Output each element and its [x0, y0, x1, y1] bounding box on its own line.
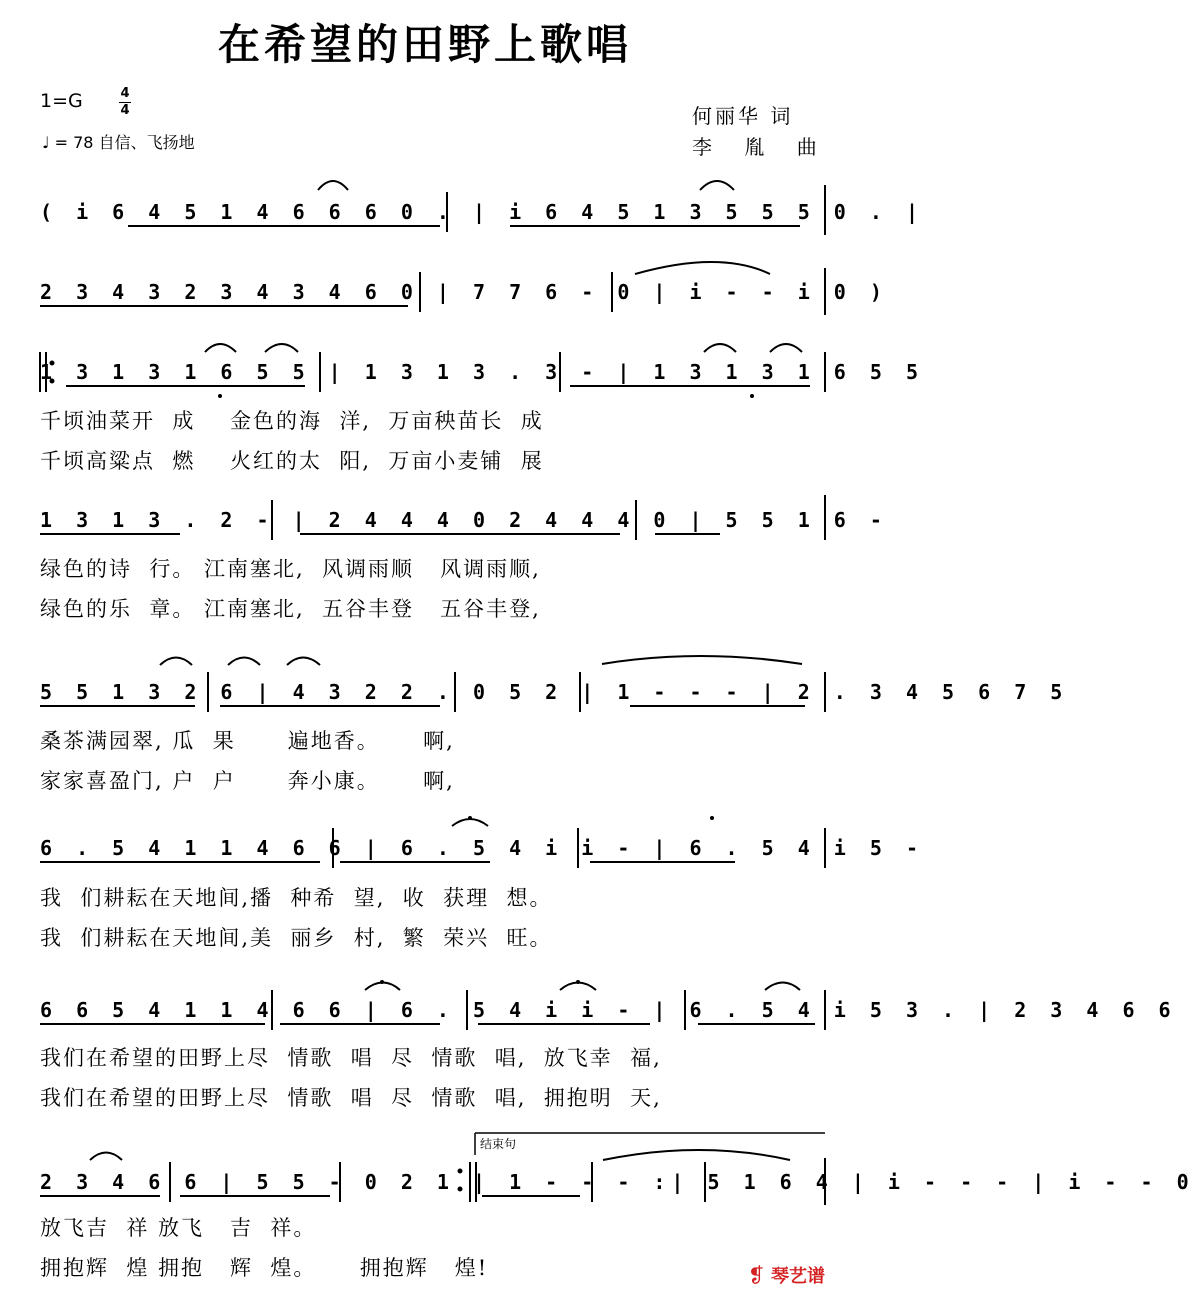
composer-credit: 李 胤 曲	[692, 135, 830, 159]
lyrics-line-3-verse-2: 千顷高粱点 燃 火红的太 阳, 万亩小麦铺 展	[40, 449, 544, 473]
lyrics-line-8-verse-2: 拥抱辉 煌 拥抱 辉 煌。 拥抱辉 煌!	[40, 1256, 489, 1280]
lyrics-line-6-verse-1: 我 们耕耘在天地间,播 种希 望, 收 获理 想。	[40, 886, 553, 910]
time-sig-bottom: 4	[120, 103, 130, 118]
score-line-8: 2 3 4 6 6 | 5 5 - 0 2 1 | 1 - - - :| 5 1 6 4 | i - - - | i - - 0	[40, 1170, 1195, 1194]
lyrics-line-8-verse-1: 放飞吉 祥 放飞 吉 祥。	[40, 1216, 317, 1240]
score-line-6: 6 . 5 4 1 1 4 6 6 | 6 . 5 4 i i - | 6 . 5 4 i 5 -	[40, 836, 925, 860]
logo-icon: ❡	[748, 1263, 765, 1287]
lyrics-line-3-verse-1: 千顷油菜开 成 金色的海 洋, 万亩秧苗长 成	[40, 409, 544, 433]
key-signature: 1=G	[40, 90, 83, 112]
lyrics-line-4-verse-1: 绿色的诗 行。 江南塞北, 风调雨顺 风调雨顺,	[40, 557, 541, 581]
lyrics-line-7-verse-1: 我们在希望的田野上尽 情歌 唱 尽 情歌 唱, 放飞幸 福,	[40, 1046, 662, 1070]
score-line-2: 2 3 4 3 2 3 4 3 4 6 0 | 7 7 6 - 0 | i - - i 0 )	[40, 280, 888, 304]
lyrics-line-5-verse-1: 桑茶满园翠, 瓜 果 遍地香。 啊,	[40, 729, 455, 753]
tempo-marking: ♩ = 78 自信、飞扬地	[42, 133, 195, 152]
ending-label: 结束句	[480, 1137, 517, 1151]
score-line-5: 5 5 1 3 2 6 | 4 3 2 2 . 0 5 2 | 1 - - - | 2 . 3 4 5 6 7 5	[40, 680, 1069, 704]
lyricist-credit: 何丽华 词	[692, 104, 794, 128]
lyrics-line-7-verse-2: 我们在希望的田野上尽 情歌 唱 尽 情歌 唱, 拥抱明 天,	[40, 1086, 662, 1110]
score-line-1: ( i 6 4 5 1 4 6 6 6 0 . | i 6 4 5 1 3 5 5 5 0 . |	[40, 200, 925, 224]
score-line-3: 1 3 1 3 1 6 5 5 | 1 3 1 3 . 3 - | 1 3 1 3 1 6 5 5	[40, 360, 925, 384]
score-line-4: 1 3 1 3 . 2 - | 2 4 4 4 0 2 4 4 4 0 | 5 5 1 6 -	[40, 508, 888, 532]
logo-text: 琴艺谱	[771, 1266, 826, 1287]
site-logo	[748, 1262, 825, 1288]
lyrics-line-6-verse-2: 我 们耕耘在天地间,美 丽乡 村, 繁 荣兴 旺。	[40, 926, 553, 950]
lyrics-line-4-verse-2: 绿色的乐 章。 江南塞北, 五谷丰登 五谷丰登,	[40, 597, 541, 621]
song-title: 在希望的田野上歌唱	[217, 20, 632, 69]
lyrics-line-5-verse-2: 家家喜盈门, 户 户 奔小康。 啊,	[40, 769, 455, 793]
time-sig-top: 4	[120, 86, 130, 101]
score-line-7: 6 6 5 4 1 1 4 6 6 | 6 . 5 4 i i - | 6 . 5 4 i 5 3 . | 2 3 4 6 6	[40, 998, 1177, 1022]
